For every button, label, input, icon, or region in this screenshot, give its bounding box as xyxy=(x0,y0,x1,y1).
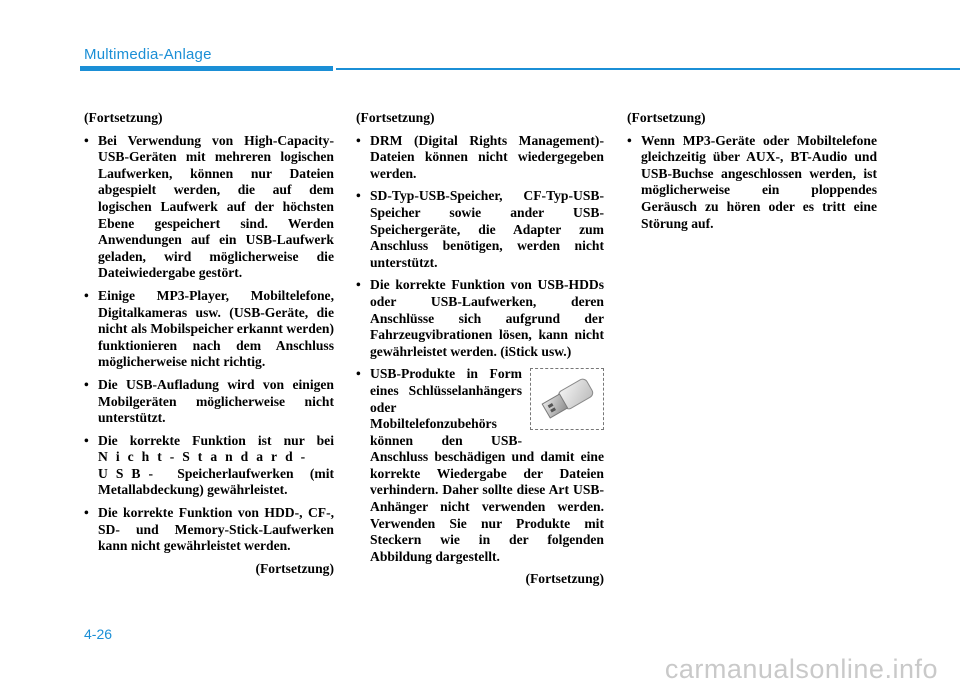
watermark: carmanualsonline.info xyxy=(664,654,938,684)
item-text: Speicherlaufwerken (mit Metallabdeckung) gewährleistet. xyxy=(98,465,334,498)
bullet-list xyxy=(84,133,334,555)
text-column-2 xyxy=(356,110,604,588)
list-item: • Wenn MP3-Geräte oder Mobiltelefone gleichzeitig über AUX-, BT-Audio und USB-Buchse angeschlossen werden, ist möglicherweise ein ploppendes Geräusch zu hören oder es tritt eine Störung auf. xyxy=(627,133,877,233)
text-column-1 xyxy=(84,110,334,577)
list-item: • DRM (Digital Rights Management)-Dateien können nicht wiedergegeben werden. xyxy=(356,133,604,183)
header-rule-thin xyxy=(336,68,960,70)
list-item: • Die korrekte Funktion von USB-HDDs oder USB-Laufwerken, deren Anschlüsse sich aufgrund der Fahrzeugvibrationen lösen, kann nicht gewährleistet werden. (iStick usw.) xyxy=(356,277,604,360)
section-title: Multimedia-Anlage xyxy=(84,46,212,63)
bullet-list xyxy=(356,133,604,566)
continuation-label: (Fortsetzung) xyxy=(525,571,604,587)
continuation-label: (Fortsetzung) xyxy=(255,560,334,576)
list-item xyxy=(84,433,334,499)
header-rule-thick xyxy=(80,66,333,71)
page-number: 4-26 xyxy=(84,626,113,642)
continuation-label: (Fortsetzung) xyxy=(627,110,706,125)
list-item: • Bei Verwendung von High-Capacity-USB-Geräten mit mehreren logischen Laufwerken, können nur Dateien abgespielt werden, die auf dem logischen Laufwerk auf der höchsten Ebene gespeichert sind. Werden Anwendungen auf ein USB-Laufwerk geladen, wird möglicherweise die Dateiwiedergabe gestört. xyxy=(84,133,334,282)
bullet-list xyxy=(627,133,877,233)
list-item xyxy=(356,366,604,565)
continuation-label: (Fortsetzung) xyxy=(84,110,163,125)
item-text: USB-Produkte in Form eines Schlüsselanhängers oder Mobiltelefonzubehörs können den USB-Anschluss beschädigen und damit eine korrekte Wiedergabe der Dateien verhindern. Daher sollte diese Art USB-Anhänger nicht verwenden werden. Verwenden Sie nur Produkte mit Steckern wie in der folgenden Abbildung dargestellt. xyxy=(370,366,604,564)
item-text-spaced: Nicht-Standard-USB- xyxy=(98,449,314,481)
list-item: • Einige MP3-Player, Mobiltelefone, Digitalkameras usw. (USB-Geräte, die nicht als Mobilspeicher erkannt werden) funktionieren nach dem Anschluss möglicherweise nicht richtig. xyxy=(84,288,334,371)
continuation-label: (Fortsetzung) xyxy=(356,110,435,125)
list-item: • Die USB-Aufladung wird von einigen Mobilgeräten möglicherweise nicht unterstützt. xyxy=(84,377,334,427)
item-text: Die korrekte Funktion ist nur bei xyxy=(98,432,334,448)
list-item: • SD-Typ-USB-Speicher, CF-Typ-USB-Speicher sowie ander USB-Speichergeräte, die Adapter zum Anschluss benötigen, werden nicht unterstützt. xyxy=(356,188,604,271)
usb-stick-illustration xyxy=(530,368,604,430)
usb-stick-icon xyxy=(531,369,603,429)
text-column-3 xyxy=(627,110,877,238)
list-item: • Die korrekte Funktion von HDD-, CF-, SD- und Memory-Stick-Laufwerken kann nicht gewährleistet werden. xyxy=(84,505,334,555)
